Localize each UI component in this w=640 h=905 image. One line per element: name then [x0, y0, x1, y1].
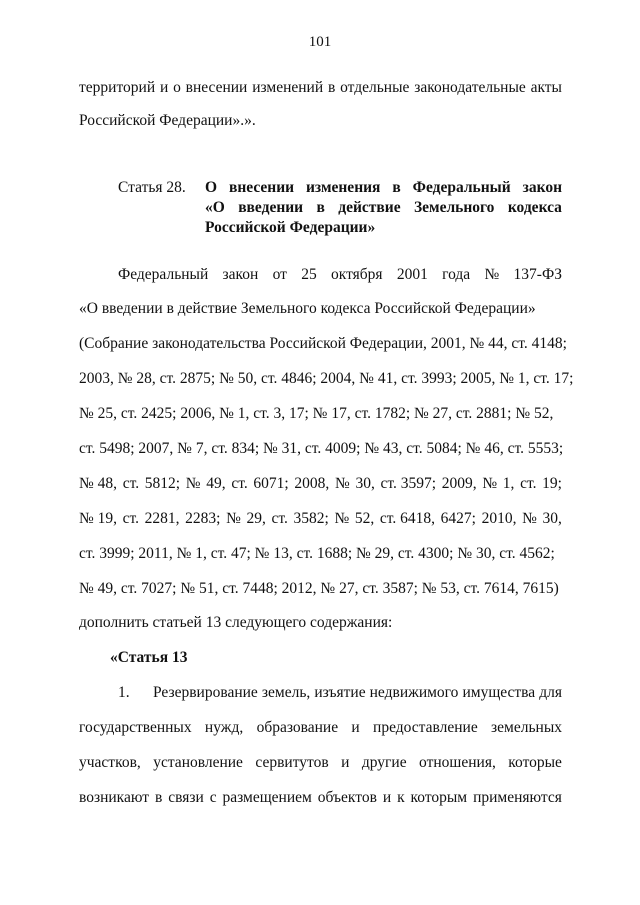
text-word: октября: [331, 266, 383, 283]
body-line-5: [79, 404, 562, 424]
text-word: 49,: [206, 475, 226, 492]
text-word: №: [334, 510, 350, 527]
text-word: земель,: [261, 684, 311, 701]
text-word: земельных: [491, 719, 562, 736]
text-word: ст.: [271, 510, 288, 527]
clause-line-2: [79, 718, 562, 738]
text-word: 2009,: [441, 475, 477, 492]
text-word: кодекса: [507, 199, 562, 216]
text-word: 2010,: [481, 510, 517, 527]
text-word: ст. 3597;: [380, 475, 437, 492]
text-word: установление: [153, 754, 243, 771]
text-word: связи: [168, 789, 204, 806]
text-word: изменений: [252, 79, 324, 96]
article-title-line-3: [205, 218, 562, 238]
text-word: ст. 6418,: [379, 510, 436, 527]
text-word: которые: [508, 754, 562, 771]
text-word: отдельные: [340, 79, 410, 96]
text-word: участков,: [79, 754, 141, 771]
text-word: № 25, ст. 2425; 2006, № 1, ст. 3, 17; № 17, ст. 1782; № 27, ст. 2881; № 52,: [79, 405, 554, 422]
text-word: ст.: [122, 475, 140, 492]
text-word: ст.: [520, 475, 537, 492]
text-word: от: [272, 266, 287, 283]
text-word: 1,: [502, 475, 515, 492]
body-line-7: [79, 474, 562, 494]
text-word: возникают: [79, 789, 149, 806]
text-word: в: [327, 79, 336, 96]
intro-line-1: [79, 78, 562, 98]
text-word: О: [205, 179, 218, 196]
text-word: 2008,: [294, 475, 330, 492]
text-word: законодательные: [414, 79, 526, 96]
text-word: «О введении в действие Земельного кодекса Российской Федерации»: [79, 300, 536, 317]
text-word: образование: [256, 719, 339, 736]
text-word: с: [209, 789, 217, 806]
text-word: и: [341, 754, 350, 771]
clause-number: 1.: [118, 684, 130, 701]
text-word: которым: [410, 789, 468, 806]
text-word: применяются: [473, 789, 562, 806]
article-title-line-1: [205, 178, 562, 198]
text-word: нужд,: [204, 719, 244, 736]
article-title-line-2: [205, 198, 562, 218]
text-word: №: [185, 475, 201, 492]
text-word: и: [159, 79, 169, 96]
text-word: № 48,: [79, 475, 118, 492]
text-word: Российской Федерации»: [205, 219, 376, 236]
text-word: № 19,: [79, 510, 118, 527]
text-word: государственных: [79, 719, 192, 736]
text-word: 3582;: [293, 510, 329, 527]
text-word: действие: [338, 199, 401, 216]
body-line-3: [79, 334, 567, 354]
text-word: Земельного: [413, 199, 495, 216]
text-word: в: [154, 789, 163, 806]
text-word: изъятие: [314, 684, 366, 701]
text-word: 19;: [542, 475, 562, 492]
text-word: закон: [222, 266, 259, 283]
text-word: недвижимого: [369, 684, 459, 701]
text-word: для: [539, 684, 562, 701]
text-word: 6071;: [253, 475, 289, 492]
text-word: и: [382, 789, 392, 806]
text-word: введении: [238, 199, 304, 216]
text-word: №: [482, 475, 498, 492]
body-line-11: [79, 613, 392, 633]
text-word: №: [334, 475, 350, 492]
clause-line-3: [79, 753, 562, 773]
clause-first-line: [153, 683, 562, 703]
article-title: [205, 178, 562, 238]
text-word: ст.: [231, 475, 248, 492]
body-line-4: [79, 369, 574, 389]
text-word: 5812;: [144, 475, 181, 492]
text-word: года: [442, 266, 471, 283]
text-word: размещением: [222, 789, 312, 806]
text-word: №: [484, 266, 500, 283]
text-word: другие: [361, 754, 407, 771]
text-word: 30,: [542, 510, 562, 527]
text-word: Федеральный: [118, 266, 209, 283]
text-word: о: [173, 79, 181, 96]
body-line-9: [79, 544, 562, 564]
text-word: объектов: [317, 789, 377, 806]
text-word: акты: [530, 79, 562, 96]
text-word: №: [226, 510, 241, 527]
intro-line-2: Российской Федерации».».: [79, 112, 256, 129]
text-word: Федеральный: [412, 179, 511, 196]
text-word: 29,: [246, 510, 266, 527]
text-word: изменения: [306, 179, 381, 196]
text-word: внесении: [185, 79, 248, 96]
article-number: Статья 28.: [118, 179, 186, 196]
text-word: ст.: [122, 510, 140, 527]
text-word: закон: [522, 179, 562, 196]
body-line-8: [79, 509, 562, 529]
text-word: в: [392, 179, 401, 196]
text-word: 2281,: [144, 510, 180, 527]
text-word: и: [351, 719, 360, 736]
text-word: (Собрание законодательства Российской Федерации, 2001, № 44, ст. 4148;: [79, 335, 567, 352]
new-article-heading: «Статья 13: [110, 649, 188, 666]
body-line-2: [79, 299, 562, 319]
text-word: 30,: [355, 475, 375, 492]
text-word: 2283;: [185, 510, 221, 527]
text-word: сервитутов: [255, 754, 329, 771]
text-word: 25: [301, 266, 317, 283]
text-word: 6427;: [440, 510, 476, 527]
text-word: 2001: [396, 266, 428, 283]
text-word: 52,: [354, 510, 375, 527]
text-word: № 49, ст. 7027; № 51, ст. 7448; 2012, № 27, ст. 3587; № 53, ст. 7614, 7615): [79, 580, 559, 597]
text-word: дополнить статьей 13 следующего содержания:: [79, 614, 393, 631]
text-word: 137-ФЗ: [513, 266, 562, 283]
text-word: территорий: [79, 79, 156, 96]
body-line-1: [118, 265, 562, 285]
text-word: к: [397, 789, 405, 806]
body-line-10: [79, 579, 562, 599]
text-word: 2003, № 28, ст. 2875; № 50, ст. 4846; 2004, № 41, ст. 3993; 2005, № 1, ст. 17;: [79, 370, 574, 387]
text-word: ст. 3999; 2011, № 1, ст. 47; № 13, ст. 1688; № 29, ст. 4300; № 30, ст. 4562;: [79, 545, 555, 562]
body-line-6: [79, 439, 562, 459]
clause-line-4: [79, 788, 562, 808]
text-word: Резервирование: [153, 684, 258, 701]
text-word: №: [522, 510, 537, 527]
text-word: предоставление: [373, 719, 478, 736]
text-word: имущества: [462, 684, 536, 701]
text-word: в: [316, 199, 325, 216]
page-number: 101: [308, 34, 332, 50]
text-word: «О: [205, 199, 225, 216]
text-word: ст. 5498; 2007, № 7, ст. 834; № 31, ст. 4009; № 43, ст. 5084; № 46, ст. 5553;: [79, 440, 564, 457]
text-word: отношения,: [419, 754, 496, 771]
text-word: внесении: [228, 179, 295, 196]
